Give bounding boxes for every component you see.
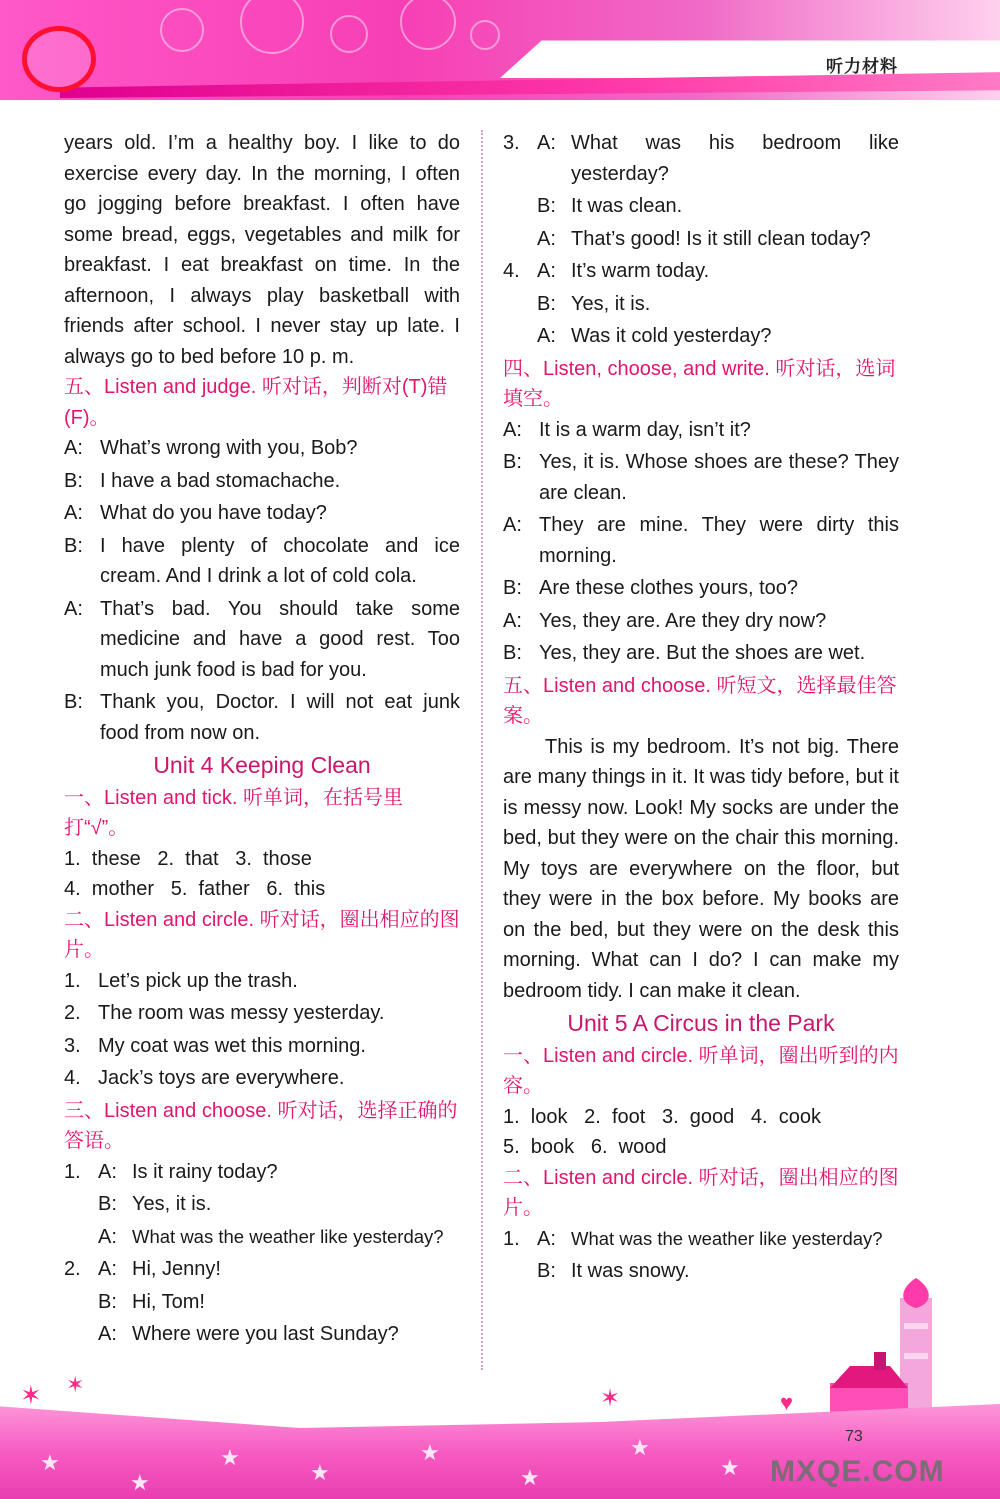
unit-title: Unit 4 Keeping Clean — [153, 752, 371, 778]
item-number — [64, 1222, 98, 1253]
speaker: B: — [64, 534, 83, 557]
line-text: What was the weather like yesterday? — [132, 1225, 444, 1247]
star-icon: ✶ — [20, 1380, 42, 1410]
speaker: B: — [98, 1193, 117, 1215]
speaker: A: — [98, 1258, 117, 1280]
item-number — [503, 321, 537, 352]
dialog-line — [64, 1287, 460, 1318]
speaker: A: — [64, 597, 83, 620]
heart-icon: ♥ — [780, 1390, 794, 1415]
word-list: 1. these 2. that 3. those — [64, 847, 312, 870]
list-item — [64, 998, 460, 1029]
line-text: Where were you last Sunday? — [132, 1323, 399, 1345]
speaker: A: — [98, 1160, 117, 1183]
word-list: 5. book 6. wood — [503, 1136, 667, 1158]
dialog-line — [64, 498, 460, 529]
dialog-line — [503, 447, 899, 508]
passage: This is my bedroom. It’s not big. There are many things in it. It was tidy before, but it is messy now. Look! My socks are under the bed, but they were on the chair this morning. My toys are everywhere on the floor, but they were in the box before. My books are on the bed, but they were on the desk this morning. What can I do? I can make my bedroom tidy. I can make it clean. — [503, 735, 899, 1002]
item-number: 3. — [503, 132, 520, 154]
line-text: That’s bad. You should take some medicine and have a good rest. Too much junk food is bad for you. — [100, 597, 460, 681]
page-header — [0, 0, 1000, 100]
item-number — [64, 1189, 98, 1220]
item-number: 4. — [64, 1067, 81, 1089]
line-text: Yes, it is. — [132, 1193, 212, 1215]
item-number: 2. — [64, 1002, 81, 1024]
decor-bubble — [330, 15, 368, 53]
list-item — [64, 1031, 460, 1062]
speaker: A: — [537, 260, 556, 282]
star-icon: ★ — [630, 1435, 650, 1460]
section-heading: 二、Listen and circle. 听对话，圈出相应的图片。 — [503, 1166, 899, 1219]
dialog-line — [64, 594, 460, 686]
line-text: What was his bedroom like yesterday? — [571, 132, 899, 185]
word-list: 4. mother 5. father 6. this — [64, 878, 326, 900]
dialog-line — [64, 433, 460, 464]
dialog-line — [64, 1189, 460, 1220]
line-text: Yes, it is. — [571, 292, 651, 315]
dialog-line — [503, 606, 899, 637]
speaker: A: — [503, 514, 522, 536]
speaker: A: — [537, 132, 556, 154]
line-text: They are mine. They were dirty this morning. — [539, 514, 899, 567]
line-text: Was it cold yesterday? — [571, 325, 772, 347]
dialog-line — [503, 638, 899, 669]
dialog-line — [503, 1224, 899, 1255]
section-heading: 一、Listen and tick. 听单词，在括号里打“√”。 — [64, 786, 403, 839]
speaker: A: — [503, 609, 522, 632]
column-divider — [481, 130, 483, 1370]
line-text: Hi, Jenny! — [132, 1258, 221, 1280]
section-heading: 二、Listen and circle. 听对话，圈出相应的图片。 — [64, 908, 460, 961]
line-text: It was clean. — [571, 195, 683, 217]
line-text: Yes, it is. Whose shoes are these? They are clean. — [539, 451, 899, 504]
dialog-line — [64, 466, 460, 497]
item-text: My coat was wet this morning. — [98, 1034, 366, 1057]
decor-bubble — [470, 20, 500, 50]
dialog-line — [64, 687, 460, 748]
speaker: B: — [64, 469, 83, 492]
section-heading: 五、Listen and choose. 听短文，选择最佳答案。 — [503, 674, 897, 727]
line-text: Are these clothes yours, too? — [539, 577, 799, 599]
line-text: Yes, they are. Are they dry now? — [539, 609, 827, 632]
speaker: B: — [537, 1260, 556, 1282]
dialog-line — [64, 1254, 460, 1285]
speaker: A: — [64, 502, 83, 524]
right-column — [503, 128, 899, 1289]
speaker: A: — [537, 1227, 556, 1250]
line-text: What do you have today? — [100, 502, 327, 524]
page-number: 73 — [845, 1428, 863, 1445]
item-number — [64, 1287, 98, 1318]
item-number — [503, 1256, 537, 1287]
star-icon: ★ — [310, 1460, 330, 1485]
speaker: B: — [503, 642, 522, 664]
line-text: What’s wrong with you, Bob? — [100, 437, 358, 459]
line-text: I have plenty of chocolate and ice cream. And I drink a lot of cold cola. — [100, 534, 460, 587]
item-number: 1. — [64, 1160, 81, 1183]
dialog-line — [503, 573, 899, 604]
line-text: I have a bad stomachache. — [100, 469, 341, 492]
line-text: Hi, Tom! — [132, 1290, 205, 1313]
item-number: 2. — [64, 1258, 81, 1280]
dialog-line — [503, 510, 899, 571]
section-heading: 三、Listen and choose. 听对话，选择正确的答语。 — [64, 1099, 458, 1152]
speaker: B: — [537, 195, 556, 217]
section-heading: 一、Listen and circle. 听单词，圈出听到的内容。 — [503, 1044, 899, 1097]
unit-title: Unit 5 A Circus in the Park — [567, 1010, 835, 1036]
word-list: 1. look 2. foot 3. good 4. cook — [503, 1105, 821, 1128]
speaker: B: — [537, 292, 556, 315]
speaker: B: — [64, 691, 83, 713]
item-text: The room was messy yesterday. — [98, 1002, 385, 1024]
item-number — [503, 191, 537, 222]
line-text: What was the weather like yesterday? — [571, 1227, 883, 1249]
speaker: A: — [503, 418, 522, 441]
dialog-line — [503, 289, 899, 320]
speaker: B: — [98, 1290, 117, 1313]
dialog-line — [64, 1157, 460, 1188]
item-number: 3. — [64, 1034, 81, 1057]
speaker: B: — [503, 577, 522, 599]
item-number: 4. — [503, 260, 520, 282]
star-icon: ★ — [420, 1440, 440, 1465]
item-number: 1. — [503, 1227, 520, 1250]
section-heading: 四、Listen, choose, and write. 听对话，选词填空。 — [503, 357, 896, 410]
item-text: Jack’s toys are everywhere. — [98, 1067, 345, 1089]
line-text: It is a warm day, isn’t it? — [539, 418, 751, 441]
item-number: 1. — [64, 969, 81, 992]
dialog-line — [503, 128, 899, 189]
watermark: MXQE.COM — [770, 1455, 945, 1488]
item-text: Let’s pick up the trash. — [98, 969, 298, 992]
speaker: A: — [537, 227, 556, 250]
line-text: Is it rainy today? — [132, 1160, 278, 1183]
item-number — [503, 224, 537, 255]
star-icon: ★ — [40, 1450, 60, 1475]
star-icon: ★ — [130, 1470, 150, 1495]
star-icon: ✶ — [66, 1372, 85, 1397]
line-text: It’s warm today. — [571, 260, 710, 282]
dialog-line — [64, 1222, 460, 1253]
dialog-line — [503, 415, 899, 446]
speaker: A: — [98, 1225, 117, 1248]
header-title: 听力材料 — [826, 57, 898, 76]
dialog-line — [503, 224, 899, 255]
line-text: Thank you, Doctor. I will not eat junk food from now on. — [100, 691, 460, 744]
dialog-line — [64, 531, 460, 592]
speaker: A: — [537, 325, 556, 347]
list-item — [64, 1063, 460, 1094]
passage-continued: years old. I’m a healthy boy. I like to do exercise every day. In the morning, I often go jogging before breakfast. I often have some bread, eggs, vegetables and milk for breakfast. I eat breakfast on time. In the afternoon, I always play basketball with friends after school. I never stay up late. I always go to bed before 10 p. m. — [64, 132, 460, 368]
left-column — [64, 128, 460, 1352]
section-heading: 五、Listen and judge. 听对话，判断对(T)错(F)。 — [64, 376, 448, 429]
speaker: A: — [64, 437, 83, 459]
dialog-line — [64, 1319, 460, 1350]
decor-bubble — [160, 8, 204, 52]
star-icon: ✶ — [600, 1385, 621, 1412]
item-number — [503, 289, 537, 320]
speaker: B: — [503, 451, 522, 473]
item-number — [64, 1319, 98, 1350]
line-text: It was snowy. — [571, 1260, 690, 1282]
dialog-line — [503, 191, 899, 222]
dialog-line — [503, 256, 899, 287]
line-text: Yes, they are. But the shoes are wet. — [539, 642, 866, 664]
dialog-line — [503, 321, 899, 352]
list-item — [64, 966, 460, 997]
speaker: A: — [98, 1323, 117, 1345]
star-icon: ★ — [720, 1455, 740, 1480]
star-icon: ★ — [520, 1465, 540, 1490]
line-text: That’s good! Is it still clean today? — [571, 227, 871, 250]
header-ring-icon — [22, 26, 96, 92]
star-icon: ★ — [220, 1445, 240, 1470]
